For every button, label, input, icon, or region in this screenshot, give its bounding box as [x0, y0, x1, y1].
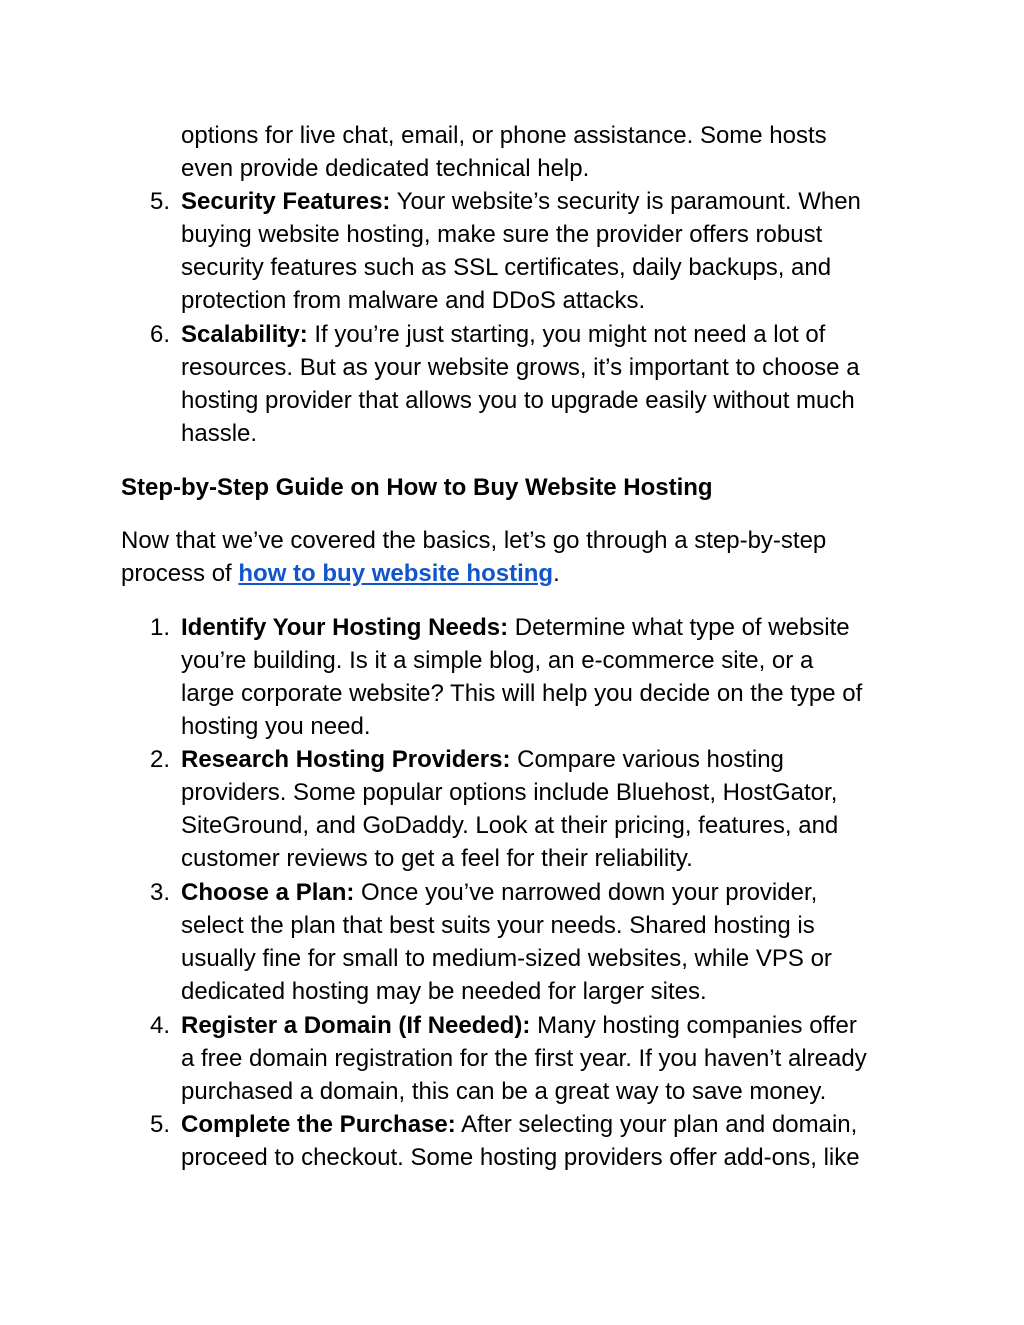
list-item-text: Determine what type of website	[508, 614, 850, 641]
list-number: 5.	[150, 188, 171, 215]
list-number: 4.	[150, 1012, 171, 1039]
list-item-title: Register a Domain (If Needed):	[181, 1012, 531, 1039]
list-item-text: Your website’s security is paramount. When	[390, 188, 861, 215]
buy-hosting-link[interactable]: how to buy website hosting	[238, 560, 554, 587]
list-number: 3.	[150, 879, 171, 906]
list-item-line: protection from malware and DDoS attacks.	[181, 287, 646, 314]
list-item-line: hosting you need.	[181, 713, 371, 740]
list-item-title: Identify Your Hosting Needs:	[181, 614, 509, 641]
intro-line: Now that we’ve covered the basics, let’s go through a step-by-step	[121, 527, 827, 554]
intro-suffix: .	[553, 560, 560, 587]
list-item-line: proceed to checkout. Some hosting providers offer add-ons, like	[181, 1144, 860, 1171]
list-item-first-line	[181, 1009, 857, 1042]
list-item-line: customer reviews to get a feel for their reliability.	[181, 845, 693, 872]
list-item-first-line	[181, 743, 784, 776]
list-item-text: Once you’ve narrowed down your provider,	[354, 879, 818, 906]
list-item-text: If you’re just starting, you might not need a lot of	[307, 321, 826, 348]
list-item-line: providers. Some popular options include Bluehost, HostGator,	[181, 779, 838, 806]
list-item-line: hosting provider that allows you to upgrade easily without much	[181, 387, 855, 414]
list-item-first-line	[181, 318, 825, 351]
list-number: 6.	[150, 321, 171, 348]
list-item-line: dedicated hosting may be needed for larger sites.	[181, 978, 707, 1005]
list-item-first-line	[181, 876, 817, 909]
list-item-line: select the plan that best suits your needs. Shared hosting is	[181, 912, 815, 939]
list-item-first-line	[181, 1108, 857, 1141]
list-item-line: security features such as SSL certificates, daily backups, and	[181, 254, 832, 281]
list-item-line: usually fine for small to medium-sized websites, while VPS or	[181, 945, 832, 972]
list-item-line: hassle.	[181, 420, 258, 447]
continuation-line: options for live chat, email, or phone assistance. Some hosts	[181, 122, 827, 149]
list-number: 5.	[150, 1111, 171, 1138]
list-number: 1.	[150, 614, 171, 641]
list-item-first-line	[181, 611, 850, 644]
list-item-text: Many hosting companies offer	[530, 1012, 857, 1039]
list-number: 2.	[150, 746, 171, 773]
list-item-title: Research Hosting Providers:	[181, 746, 511, 773]
list-item-line: purchased a domain, this can be a great way to save money.	[181, 1078, 827, 1105]
list-item-line: you’re building. Is it a simple blog, an e-commerce site, or a	[181, 647, 814, 674]
list-item-title: Scalability:	[181, 321, 308, 348]
section-heading: Step-by-Step Guide on How to Buy Website Hosting	[121, 474, 713, 501]
list-item-line: large corporate website? This will help you decide on the type of	[181, 680, 863, 707]
list-item-line: buying website hosting, make sure the provider offers robust	[181, 221, 823, 248]
intro-prefix: process of	[121, 560, 239, 587]
intro-line	[121, 557, 560, 590]
list-item-title: Security Features:	[181, 188, 391, 215]
list-item-title: Complete the Purchase:	[181, 1111, 456, 1138]
list-item-text: After selecting your plan and domain,	[455, 1111, 858, 1138]
list-item-line: a free domain registration for the first year. If you haven’t already	[181, 1045, 867, 1072]
continuation-line: even provide dedicated technical help.	[181, 155, 590, 182]
list-item-line: resources. But as your website grows, it’s important to choose a	[181, 354, 860, 381]
list-item-title: Choose a Plan:	[181, 879, 355, 906]
list-item-text: Compare various hosting	[510, 746, 784, 773]
list-item-line: SiteGround, and GoDaddy. Look at their pricing, features, and	[181, 812, 839, 839]
list-item-first-line	[181, 185, 861, 218]
